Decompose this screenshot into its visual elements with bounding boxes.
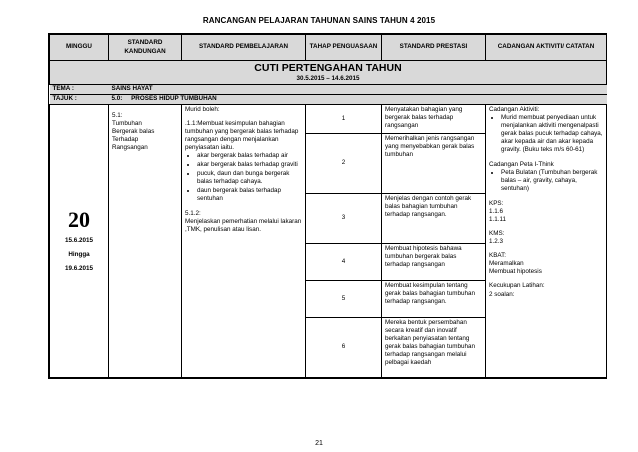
header-standard-prestasi: STANDARD PRESTASI (382, 35, 486, 61)
pembelajaran-item-2-code: 5.1.2: (185, 210, 201, 218)
tajuk-text: PROSES HIDUP TUMBUHAN (131, 94, 217, 102)
pembelajaran-item-1: .1.1:Membuat kesimpulan bahagian tumbuhan yang bergerak balas terhadap rangsangan dengan menjalankan penyiasatan iaitu. (185, 119, 299, 151)
week-start-date: 15.6.2015 (64, 236, 93, 244)
tajuk-value (109, 94, 607, 104)
tahap-level: 1 (306, 104, 382, 133)
aktiviti-bullet: • Murid membuat penyediaan untuk menjalankan aktiviti mengenalpasti gerak balas pucuk terhadap cahaya, akar kepada air dan akar kepada gravity. (Buku teks m/s 60-61) (501, 114, 603, 154)
kps-label: KPS: (489, 200, 504, 208)
prestasi-text: Membuat kesimpulan tentang gerak balas bahagian tumbuhan terhadap rangsangan. (382, 280, 486, 317)
kms-value: 1.2.3 (489, 238, 504, 246)
prestasi-text: Menyatakan bahagian yang bergerak balas terhadap rangsangan (382, 104, 486, 133)
standard-kandungan-cell (109, 104, 182, 377)
kps-value: 1.1.11 (489, 216, 507, 224)
list-item: • daun bergerak balas terhadap sentuhan (197, 187, 302, 203)
tahap-level: 4 (306, 243, 382, 280)
header-minggu: MINGGU (50, 35, 109, 61)
tahap-level: 6 (306, 317, 382, 377)
tahap-level: 3 (306, 193, 382, 243)
pembelajaran-bullet-list (185, 152, 302, 203)
kms-label: KMS: (489, 230, 505, 238)
header-tahap-penguasaan: TAHAP PENGUASAAN (306, 35, 382, 61)
tajuk-label: TAJUK : (50, 94, 109, 104)
kps-value: 1.1.6 (489, 208, 504, 216)
pembelajaran-item-2: Menjelaskan pemerhatian melalui lakaran ,TMK, penulisan atau lisan. (185, 218, 302, 234)
prestasi-text: Membuat hipotesis bahawa tumbuhan bergerak balas terhadap rangsangan (382, 243, 486, 280)
peta-bullet: • Peta Bulatan (Tumbuhan bergerak balas – air, gravity, cahaya, sentuhan) (501, 169, 603, 193)
week-number: 20 (68, 206, 90, 232)
prestasi-text: Menjelas dengan contoh gerak balas bahagian tumbuhan terhadap rangsangan. (382, 193, 486, 243)
list-item: • akar bergerak balas terhadap air (197, 152, 302, 160)
cadangan-aktiviti-cell (486, 104, 607, 377)
page-number: 21 (315, 440, 323, 447)
header-standard-kandungan: STANDARD KANDUNGAN (109, 35, 182, 61)
table-row (50, 104, 607, 133)
latihan-value: 2 soalan: (489, 290, 515, 298)
tahap-level: 5 (306, 280, 382, 317)
tema-row (50, 84, 607, 94)
pembelajaran-intro: Murid boleh: (185, 105, 220, 113)
tema-label: TEMA : (50, 84, 109, 94)
standard-pembelajaran-cell (182, 104, 306, 377)
aktiviti-heading: Cadangan Aktiviti: (489, 105, 540, 113)
tajuk-row (50, 94, 607, 104)
week-end-date: 19.6.2015 (64, 264, 93, 272)
banner-title: CUTI PERTENGAHAN TAHUN (254, 62, 402, 74)
tahap-level: 2 (306, 133, 382, 193)
kandungan-code: 5.1: (112, 111, 123, 119)
banner-row (50, 61, 607, 85)
prestasi-text: Memerihalkan jenis rangsangan yang menyebabkan gerak balas tumbuhan (382, 133, 486, 193)
banner-dates: 30.5.2015 – 14.6.2015 (296, 74, 360, 82)
peta-heading: Cadangan Peta I-Think (489, 160, 554, 168)
list-item: • akar bergerak balas terhadap graviti (197, 161, 302, 169)
kbat-label: KBAT: (489, 252, 507, 260)
kbat-value: Membuat hipotesis (489, 268, 542, 276)
week-until: Hingga (68, 250, 90, 258)
list-item: • pucuk, daun dan bunga bergerak balas terhadap cahaya. (197, 170, 302, 186)
header-standard-pembelajaran: STANDARD PEMBELAJARAN (182, 35, 306, 61)
tajuk-code: 5.0: (111, 94, 123, 102)
header-cadangan-aktiviti: CADANGAN AKTIVITI/ CATATAN (486, 35, 607, 61)
week-cell (50, 104, 109, 377)
lesson-plan-table (48, 33, 607, 379)
kbat-value: Meramalkan (489, 260, 524, 268)
tema-value: SAINS HAYAT (109, 84, 607, 94)
prestasi-text: Mereka bentuk persembahan secara kreatif dan inovatif berkaitan penyiasatan tentang gerak balas bahagian tumbuhan terhadap rangsangan melalui pelbagai kaedah (382, 317, 486, 377)
document-title: RANCANGAN PELAJARAN TAHUNAN SAINS TAHUN 4 2015 (202, 16, 436, 25)
header-row (50, 35, 607, 61)
kandungan-text: Tumbuhan Bergerak balas Terhadap Rangsangan (112, 119, 155, 151)
latihan-label: Kecukupan Latihan: (489, 282, 545, 290)
